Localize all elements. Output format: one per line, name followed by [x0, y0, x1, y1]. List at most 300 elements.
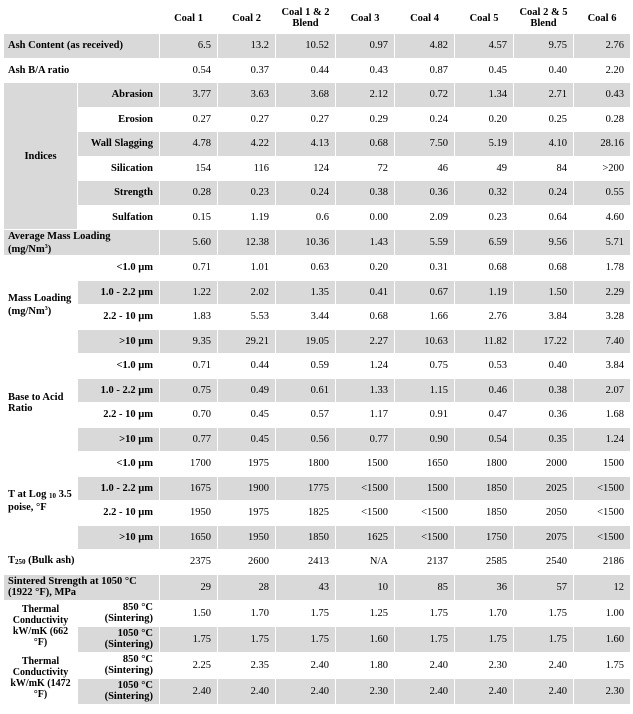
- table-cell: 0.71: [160, 256, 218, 281]
- table-cell: 1.60: [336, 626, 395, 652]
- column-header: Coal 6: [574, 3, 631, 34]
- table-cell: 0.57: [276, 403, 336, 428]
- table-cell: 0.44: [218, 354, 276, 379]
- table-cell: 5.59: [395, 230, 455, 256]
- table-cell: 2.40: [455, 678, 514, 704]
- table-cell: <1500: [574, 476, 631, 501]
- table-cell: <1500: [395, 501, 455, 526]
- table-cell: 46: [395, 156, 455, 181]
- row-t-log-4: [4, 525, 631, 550]
- table-cell: 0.45: [455, 58, 514, 83]
- column-header: Coal 4: [395, 3, 455, 34]
- row-indices-strength: [4, 181, 631, 206]
- table-cell: 29: [160, 574, 218, 600]
- table-cell: 0.87: [395, 58, 455, 83]
- table-cell: 28: [218, 574, 276, 600]
- table-cell: 4.60: [574, 205, 631, 230]
- row-indices-sulfation: [4, 205, 631, 230]
- table-cell: 1.24: [574, 427, 631, 452]
- table-cell: 1.75: [514, 600, 574, 626]
- table-cell: 1.75: [514, 626, 574, 652]
- label-part: T at Log: [8, 488, 47, 500]
- table-cell: 3.68: [276, 83, 336, 108]
- table-cell: 1.22: [160, 280, 218, 305]
- table-cell: 0.28: [574, 107, 631, 132]
- table-cell: 0.49: [218, 378, 276, 403]
- table-cell: 0.90: [395, 427, 455, 452]
- coal-properties-table: [3, 2, 631, 705]
- sub-label: 1.0 - 2.2 µm: [78, 378, 160, 403]
- sub-label: Erosion: [78, 107, 160, 132]
- sub-label: >10 µm: [78, 525, 160, 550]
- table-cell: 0.68: [514, 256, 574, 281]
- table-cell: 1850: [455, 501, 514, 526]
- table-cell: 1.75: [160, 626, 218, 652]
- sub-label: >10 µm: [78, 329, 160, 354]
- table-cell: 1700: [160, 452, 218, 477]
- row-tc-1472-1050: [4, 678, 631, 704]
- sub-label: <1.0 µm: [78, 452, 160, 477]
- table-cell: 1775: [276, 476, 336, 501]
- table-cell: 1675: [160, 476, 218, 501]
- table-cell: 4.78: [160, 132, 218, 157]
- table-cell: 1.17: [336, 403, 395, 428]
- table-cell: <1500: [336, 501, 395, 526]
- table-cell: <1500: [336, 476, 395, 501]
- sub-label: Abrasion: [78, 83, 160, 108]
- column-header: Coal 5: [455, 3, 514, 34]
- table-cell: <1500: [574, 501, 631, 526]
- group-label-tc-662: Thermal Conductivity kW/mK (662 °F): [4, 600, 78, 652]
- table-cell: 0.43: [336, 58, 395, 83]
- table-cell: 1.75: [276, 626, 336, 652]
- table-cell: 2050: [514, 501, 574, 526]
- table-cell: <1500: [574, 525, 631, 550]
- table-cell: 4.82: [395, 34, 455, 59]
- row-mass-loading-1: [4, 256, 631, 281]
- table-cell: 2.71: [514, 83, 574, 108]
- row-mass-loading-4: [4, 329, 631, 354]
- table-cell: 0.40: [514, 354, 574, 379]
- row-ash-ba: [4, 58, 631, 83]
- table-cell: 0.44: [276, 58, 336, 83]
- label-part: (Bulk ash): [25, 555, 75, 567]
- table-cell: 2.40: [395, 678, 455, 704]
- row-indices-wall-slagging: [4, 132, 631, 157]
- table-cell: 9.35: [160, 329, 218, 354]
- table-cell: 1500: [574, 452, 631, 477]
- table-cell: 0.56: [276, 427, 336, 452]
- label-part: poise, °F: [8, 501, 47, 513]
- row-label: Ash B/A ratio: [4, 58, 160, 83]
- column-header: Coal 2 & 5 Blend: [514, 3, 574, 34]
- unit-base: (mg/Nm: [8, 305, 45, 317]
- table-cell: 49: [455, 156, 514, 181]
- row-t250: [4, 550, 631, 575]
- table-cell: 0.35: [514, 427, 574, 452]
- row-base-acid-3: [4, 403, 631, 428]
- table-cell: 3.84: [514, 305, 574, 330]
- table-cell: 10.52: [276, 34, 336, 59]
- group-label: Mass Loading: [8, 292, 72, 304]
- table-cell: 2540: [514, 550, 574, 575]
- table-cell: 1975: [218, 501, 276, 526]
- table-cell: 11.82: [455, 329, 514, 354]
- row-base-acid-2: [4, 378, 631, 403]
- table-cell: 0.54: [455, 427, 514, 452]
- sub-label: 2.2 - 10 µm: [78, 403, 160, 428]
- table-cell: 9.56: [514, 230, 574, 256]
- table-cell: 1.70: [218, 600, 276, 626]
- unit-end: ): [47, 243, 52, 255]
- table-cell: 1900: [218, 476, 276, 501]
- table-cell: 1.15: [395, 378, 455, 403]
- table-cell: 0.97: [336, 34, 395, 59]
- row-tc-662-1050: [4, 626, 631, 652]
- table-cell: 4.22: [218, 132, 276, 157]
- table-cell: 7.50: [395, 132, 455, 157]
- table-cell: 1800: [276, 452, 336, 477]
- label-subscript: 10: [48, 491, 56, 500]
- table-cell: 2600: [218, 550, 276, 575]
- table-cell: 1.70: [455, 600, 514, 626]
- table-cell: 3.77: [160, 83, 218, 108]
- table-cell: 0.36: [514, 403, 574, 428]
- table-cell: 0.68: [336, 132, 395, 157]
- table-cell: 0.31: [395, 256, 455, 281]
- row-t-log-1: [4, 452, 631, 477]
- sub-label: 2.2 - 10 µm: [78, 305, 160, 330]
- table-cell: 0.47: [455, 403, 514, 428]
- table-cell: 1.78: [574, 256, 631, 281]
- table-cell: 29.21: [218, 329, 276, 354]
- table-cell: 0.23: [218, 181, 276, 206]
- table-cell: 1850: [455, 476, 514, 501]
- table-cell: 2.30: [574, 678, 631, 704]
- table-cell: 2.25: [160, 652, 218, 678]
- table-cell: 1650: [395, 452, 455, 477]
- table-cell: 2.30: [336, 678, 395, 704]
- table-cell: 1.43: [336, 230, 395, 256]
- table-cell: 2186: [574, 550, 631, 575]
- column-header: Coal 1: [160, 3, 218, 34]
- table-cell: 1950: [218, 525, 276, 550]
- table-cell: <1500: [395, 525, 455, 550]
- group-label-indices: Indices: [4, 83, 78, 230]
- table-cell: 1625: [336, 525, 395, 550]
- table-cell: 17.22: [514, 329, 574, 354]
- table-cell: 0.75: [160, 378, 218, 403]
- table-cell: 0.75: [395, 354, 455, 379]
- table-cell: 0.63: [276, 256, 336, 281]
- group-label-tc-1472: Thermal Conductivity kW/mK (1472 °F): [4, 652, 78, 704]
- table-cell: 4.13: [276, 132, 336, 157]
- table-cell: 72: [336, 156, 395, 181]
- unit-exponent: 3: [44, 305, 48, 312]
- table-cell: 85: [395, 574, 455, 600]
- table-cell: 0.68: [455, 256, 514, 281]
- table-cell: 2.76: [574, 34, 631, 59]
- table-cell: 1850: [276, 525, 336, 550]
- table-cell: 1500: [395, 476, 455, 501]
- sub-label: >10 µm: [78, 427, 160, 452]
- table-cell: 1.75: [395, 626, 455, 652]
- row-tc-1472-850: [4, 652, 631, 678]
- table-cell: 1825: [276, 501, 336, 526]
- table-cell: 154: [160, 156, 218, 181]
- row-base-acid-4: [4, 427, 631, 452]
- sub-label: <1.0 µm: [78, 354, 160, 379]
- row-indices-erosion: [4, 107, 631, 132]
- table-cell: 1650: [160, 525, 218, 550]
- table-cell: 1.75: [574, 652, 631, 678]
- table-cell: 2.12: [336, 83, 395, 108]
- table-cell: 0.27: [218, 107, 276, 132]
- table-cell: 36: [455, 574, 514, 600]
- unit-base: (mg/Nm: [8, 243, 45, 255]
- table-cell: 1500: [336, 452, 395, 477]
- table-cell: 1.75: [455, 626, 514, 652]
- table-cell: 1800: [455, 452, 514, 477]
- table-cell: 0.00: [336, 205, 395, 230]
- table-cell: 13.2: [218, 34, 276, 59]
- table-cell: 1.75: [276, 600, 336, 626]
- table-cell: 0.41: [336, 280, 395, 305]
- label-part: 3.5: [55, 488, 72, 500]
- row-ash-content: [4, 34, 631, 59]
- table-cell: 1.75: [218, 626, 276, 652]
- table-cell: 2137: [395, 550, 455, 575]
- table-cell: 2585: [455, 550, 514, 575]
- column-header: Coal 2: [218, 3, 276, 34]
- row-tc-662-850: [4, 600, 631, 626]
- table-cell: 19.05: [276, 329, 336, 354]
- table-cell: 2.40: [218, 678, 276, 704]
- table-cell: 5.60: [160, 230, 218, 256]
- table-cell: 1.19: [218, 205, 276, 230]
- table-cell: 2.40: [514, 678, 574, 704]
- table-cell: 0.27: [276, 107, 336, 132]
- table-cell: 10.36: [276, 230, 336, 256]
- row-label: Average Mass Loading: [8, 230, 111, 242]
- table-cell: 1.50: [160, 600, 218, 626]
- label-subscript: 250: [15, 558, 26, 567]
- row-label: Ash Content (as received): [4, 34, 160, 59]
- table-cell: 0.64: [514, 205, 574, 230]
- table-cell: 5.71: [574, 230, 631, 256]
- sub-label: 1.0 - 2.2 µm: [78, 476, 160, 501]
- table-cell: 2075: [514, 525, 574, 550]
- table-cell: 0.29: [336, 107, 395, 132]
- table-cell: 12: [574, 574, 631, 600]
- header-row: [4, 3, 631, 34]
- table-cell: 0.54: [160, 58, 218, 83]
- table-cell: 0.53: [455, 354, 514, 379]
- table-cell: 0.6: [276, 205, 336, 230]
- table-cell: 0.15: [160, 205, 218, 230]
- group-label-t-log: [4, 452, 78, 550]
- sub-label: 1050 °C (Sintering): [78, 626, 160, 652]
- sub-label: Strength: [78, 181, 160, 206]
- table-cell: 0.20: [336, 256, 395, 281]
- table-cell: 1.66: [395, 305, 455, 330]
- table-cell: 43: [276, 574, 336, 600]
- table-cell: 1975: [218, 452, 276, 477]
- group-label-base-acid: Base to Acid Ratio: [4, 354, 78, 452]
- table-cell: 2025: [514, 476, 574, 501]
- table-cell: 1.35: [276, 280, 336, 305]
- table-cell: 1.34: [455, 83, 514, 108]
- table-cell: 2.20: [574, 58, 631, 83]
- table-cell: 0.38: [514, 378, 574, 403]
- table-cell: 0.37: [218, 58, 276, 83]
- table-cell: 1.68: [574, 403, 631, 428]
- table-cell: 1.19: [455, 280, 514, 305]
- table-cell: 1.25: [336, 600, 395, 626]
- table-cell: 0.24: [276, 181, 336, 206]
- row-label: Sintered Strength at 1050 °C (1922 °F), MPa: [4, 574, 160, 600]
- table-cell: 1.75: [395, 600, 455, 626]
- table-cell: 0.71: [160, 354, 218, 379]
- table-cell: 1.01: [218, 256, 276, 281]
- table-cell: 2.09: [395, 205, 455, 230]
- sub-label: Wall Slagging: [78, 132, 160, 157]
- header-blank: [4, 3, 160, 34]
- table-cell: 1.00: [574, 600, 631, 626]
- group-label-mass-loading: [4, 256, 78, 354]
- table-cell: 2.02: [218, 280, 276, 305]
- table-cell: 0.43: [574, 83, 631, 108]
- table-cell: 0.28: [160, 181, 218, 206]
- table-cell: 1.83: [160, 305, 218, 330]
- table-cell: 0.45: [218, 403, 276, 428]
- table-cell: 2413: [276, 550, 336, 575]
- table-cell: 0.40: [514, 58, 574, 83]
- table-cell: 0.45: [218, 427, 276, 452]
- sub-label: 850 °C (Sintering): [78, 600, 160, 626]
- table-cell: 0.36: [395, 181, 455, 206]
- table-cell: 6.5: [160, 34, 218, 59]
- table-cell: 0.24: [514, 181, 574, 206]
- table-cell: 116: [218, 156, 276, 181]
- table-cell: 5.53: [218, 305, 276, 330]
- table-cell: 2.07: [574, 378, 631, 403]
- table-cell: 2000: [514, 452, 574, 477]
- table-cell: 2.40: [160, 678, 218, 704]
- table-cell: 1.50: [514, 280, 574, 305]
- label-part: T: [8, 555, 16, 567]
- table-cell: 0.72: [395, 83, 455, 108]
- sub-label: 1050 °C (Sintering): [78, 678, 160, 704]
- column-header: Coal 1 & 2 Blend: [276, 3, 336, 34]
- table-cell: 0.55: [574, 181, 631, 206]
- table-cell: 2.40: [514, 652, 574, 678]
- unit-end: ): [47, 305, 52, 317]
- table-cell: 0.23: [455, 205, 514, 230]
- table-cell: 57: [514, 574, 574, 600]
- table-cell: 7.40: [574, 329, 631, 354]
- table-cell: 4.10: [514, 132, 574, 157]
- table-cell: 0.20: [455, 107, 514, 132]
- table-cell: 10.63: [395, 329, 455, 354]
- table-cell: 4.57: [455, 34, 514, 59]
- row-mass-loading-2: [4, 280, 631, 305]
- table-cell: 1.80: [336, 652, 395, 678]
- table-cell: 2.40: [276, 678, 336, 704]
- row-mass-loading-3: [4, 305, 631, 330]
- table-cell: 0.77: [160, 427, 218, 452]
- sub-label: 850 °C (Sintering): [78, 652, 160, 678]
- table-cell: N/A: [336, 550, 395, 575]
- sub-label: Silication: [78, 156, 160, 181]
- table-cell: 1.33: [336, 378, 395, 403]
- column-header: Coal 3: [336, 3, 395, 34]
- table-cell: 0.61: [276, 378, 336, 403]
- row-sintered-strength: [4, 574, 631, 600]
- row-t-log-2: [4, 476, 631, 501]
- table-cell: 6.59: [455, 230, 514, 256]
- table-cell: 2375: [160, 550, 218, 575]
- table-cell: 3.63: [218, 83, 276, 108]
- unit-exponent: 3: [44, 243, 48, 250]
- table-cell: 1.60: [574, 626, 631, 652]
- table-cell: 124: [276, 156, 336, 181]
- table-cell: 0.38: [336, 181, 395, 206]
- table-cell: 0.77: [336, 427, 395, 452]
- sub-label: 2.2 - 10 µm: [78, 501, 160, 526]
- table-cell: 0.91: [395, 403, 455, 428]
- table-cell: 5.19: [455, 132, 514, 157]
- table-cell: 0.25: [514, 107, 574, 132]
- table-cell: 0.67: [395, 280, 455, 305]
- table-cell: 28.16: [574, 132, 631, 157]
- sub-label: 1.0 - 2.2 µm: [78, 280, 160, 305]
- table-cell: 2.40: [276, 652, 336, 678]
- table-cell: 0.68: [336, 305, 395, 330]
- table-cell: 0.46: [455, 378, 514, 403]
- table-cell: 0.27: [160, 107, 218, 132]
- table-cell: 2.35: [218, 652, 276, 678]
- table-cell: 12.38: [218, 230, 276, 256]
- sub-label: <1.0 µm: [78, 256, 160, 281]
- sub-label: Sulfation: [78, 205, 160, 230]
- row-t-log-3: [4, 501, 631, 526]
- table-cell: 0.32: [455, 181, 514, 206]
- table-cell: 9.75: [514, 34, 574, 59]
- row-indices-abrasion: [4, 83, 631, 108]
- row-base-acid-1: [4, 354, 631, 379]
- table-cell: 0.24: [395, 107, 455, 132]
- table-cell: 3.28: [574, 305, 631, 330]
- table-cell: 0.70: [160, 403, 218, 428]
- table-cell: 2.76: [455, 305, 514, 330]
- table-cell: 84: [514, 156, 574, 181]
- table-cell: 1950: [160, 501, 218, 526]
- table-cell: 2.29: [574, 280, 631, 305]
- table-cell: 2.40: [395, 652, 455, 678]
- table-cell: 1.24: [336, 354, 395, 379]
- table-cell: 1750: [455, 525, 514, 550]
- row-label-t250: [4, 550, 160, 575]
- row-label-average-mass: [4, 230, 160, 256]
- table-cell: 10: [336, 574, 395, 600]
- row-average-mass-loading: [4, 230, 631, 256]
- row-indices-silication: [4, 156, 631, 181]
- table-cell: 2.27: [336, 329, 395, 354]
- table-cell: 2.30: [455, 652, 514, 678]
- table-cell: 3.84: [574, 354, 631, 379]
- table-cell: 3.44: [276, 305, 336, 330]
